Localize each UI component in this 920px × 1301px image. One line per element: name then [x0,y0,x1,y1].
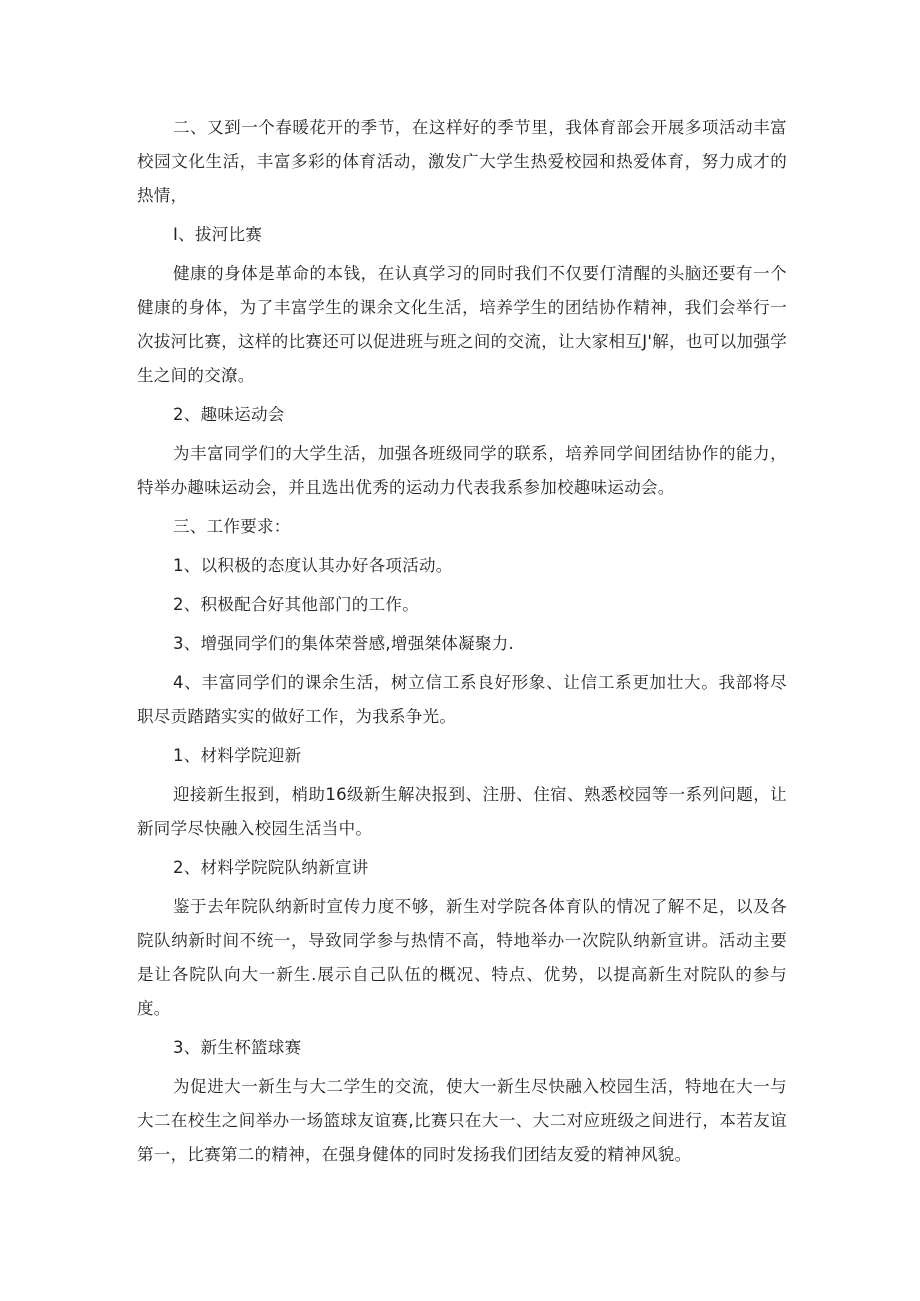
section-work-requirements-heading: 三、工作要求： [173,517,291,536]
requirement-3: 3、增强同学们的集体荣誉感,增强桀体凝聚力. [173,634,515,653]
section-basketball-cup-heading: 3、新生杯篮球赛 [173,1038,302,1057]
requirement-1: 1、以积极的态度认其办好各项活动。 [173,556,453,575]
tug-of-war-paragraph: 健康的身体是革命的本钱，在认真学习的同时我们不仅要仃清醒的头脑还要有一个健康的身体，为了丰富学生的课余文化生活，培养学生的团结协作精神，我们会举行一次拔河比赛，这样的比赛还可以促进班与班之间的交流，让大家相互J'解，也可以加强学生之间的交潦。 [137,264,787,385]
section-fun-sports-heading: 2、趣味运动会 [173,405,285,424]
basketball-cup-paragraph: 为促进大一新生与大二学生的交流，使大一新生尽快融入校园生活，特地在大一与大二在校生之间举办一场篮球友谊赛,比赛只在大一、大二对应班级之间进行，本若友谊第一，比赛第二的精神，在强身健体的同时发扬我们团结友爱的精神风貌。 [137,1077,787,1164]
fun-sports-paragraph: 为丰富同学们的大学生活，加强各班级同学的联系，培养同学间团结协作的能力，特举办趣味运动会，并且选出优秀的运动力代表我系参加校趣味运动会。 [137,444,787,497]
intro-paragraph: 二、又到一个春暖花开的季节，在这样好的季节里，我体育部会开展多项活动丰富校园文化生活，丰富多彩的体育活动，激发广大学生热爱校园和热爱体育，努力成才的热情， [137,118,787,205]
section-freshman-welcome-heading: 1、材料学院迎新 [173,746,302,765]
section-team-recruitment-heading: 2、材料学院院队纳新宣讲 [173,858,369,877]
requirement-2: 2、积极配合好其他部门的工作。 [173,595,419,614]
freshman-welcome-paragraph: 迎接新生报到，梢助16级新生解决报到、注册、住宿、熟悉校园等一系列问题，让新同学尽快融入校园生活当中。 [137,785,787,838]
section-tug-of-war-heading: I、拔河比赛 [173,225,263,244]
team-recruitment-paragraph: 鉴于去年院队纳新时宣传力度不够，新生对学院各体育队的情况了解不足，以及各院队纳新时间不统一，导致同学参与热情不高，特地举办一次院队纳新宣讲。活动主要是让各院队向大一新生.展示自己队伍的概况、特点、优势，以提高新生对院队的参与度。 [137,897,787,1018]
document-body [137,111,787,1177]
requirement-4: 4、丰富同学们的课余生活，树立信工系良好形象、让信工系更加壮大。我部将尽职尽贡踏踏实实的做好工作，为我系争光。 [137,673,787,726]
